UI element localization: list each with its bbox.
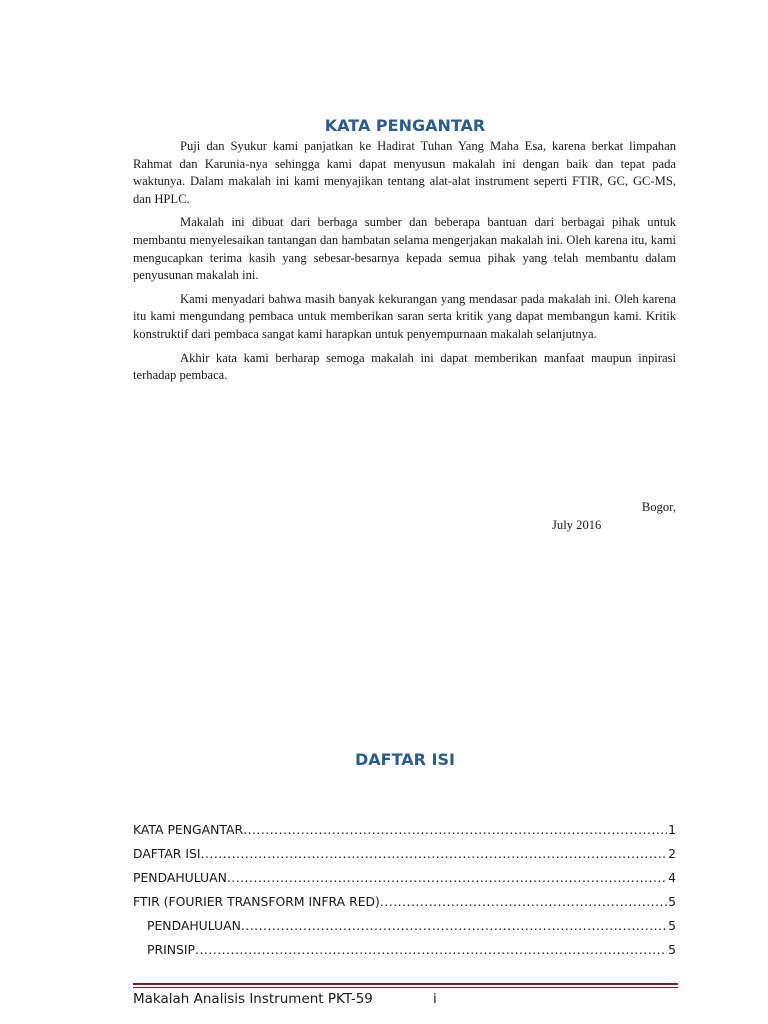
foreword-title: KATA PENGANTAR: [324, 116, 486, 135]
toc-subentry[interactable]: [133, 918, 676, 942]
toc-entry-label: FTIR (FOURIER TRANSFORM INFRA RED): [133, 894, 380, 909]
toc-leader-dots: [380, 894, 667, 909]
toc-entry-page: 1: [668, 822, 676, 837]
toc-entry-label: PENDAHULUAN: [133, 870, 227, 885]
toc-entry[interactable]: [133, 822, 676, 846]
toc-leader-dots: [241, 918, 667, 933]
signature-date: July 2016: [552, 518, 602, 532]
toc-entry-page: 5: [668, 918, 676, 933]
toc-leader-dots: [243, 822, 667, 837]
footer-rule: [133, 987, 678, 988]
foreword-paragraph: Makalah ini dibuat dari berbaga sumber dan beberapa bantuan dari berbagai pihak untuk membantu menyelesaikan tantangan dan hambatan selama mengerjakan makalah ini. Oleh karena itu, kami mengucapkan terima kasih yang sebesar-besarnya kepada semua pihak yang telah membantu dalam penyusunan makalah ini.: [133, 215, 676, 283]
toc-subentry[interactable]: [133, 942, 676, 966]
foreword-body: [133, 138, 676, 391]
toc-entry-label: KATA PENGANTAR: [133, 822, 244, 837]
footer-rule: [133, 983, 678, 985]
toc-entry-page: 5: [668, 942, 676, 957]
signature-city: Bogor,: [641, 500, 676, 514]
toc-title: DAFTAR ISI: [355, 750, 455, 769]
toc-entry[interactable]: [133, 870, 676, 894]
table-of-contents: [133, 822, 676, 966]
toc-leader-dots: [227, 870, 667, 885]
toc-leader-dots: [201, 846, 668, 861]
toc-leader-dots: [195, 942, 667, 957]
toc-entry-label: PRINSIP: [147, 942, 195, 957]
foreword-paragraph: Puji dan Syukur kami panjatkan ke Hadirat Tuhan Yang Maha Esa, karena berkat limpahan Rahmat dan Karunia-nya sehingga kami dapat menyusun makalah ini dengan baik dan tepat pada waktunya. Dalam makalah ini kami menyajikan tentang alat-alat instrument seperti FTIR, GC, GC-MS, dan HPLC.: [133, 139, 676, 206]
toc-entry-page: 4: [668, 870, 676, 885]
toc-entry-label: DAFTAR ISI: [133, 846, 201, 861]
foreword-paragraph: Akhir kata kami berharap semoga makalah ini dapat memberikan manfaat maupun inpirasi terhadap pembaca.: [133, 350, 676, 383]
toc-entry-label: PENDAHULUAN: [147, 918, 241, 933]
toc-entry[interactable]: [133, 846, 676, 870]
footer-text: Makalah Analisis Instrument PKT-59: [133, 991, 373, 1007]
toc-entry-page: 5: [668, 894, 676, 909]
toc-entry[interactable]: [133, 894, 676, 918]
foreword-paragraph: Kami menyadari bahwa masih banyak kekurangan yang mendasar pada makalah ini. Oleh karena itu kami mengundang pembaca untuk memberikan saran serta kritik yang dapat membangun kami. Kritik konstruktif dari pembaca sangat kami harapkan untuk penyempurnaan makalah selanjutnya.: [133, 291, 676, 341]
footer-page-number: i: [433, 991, 437, 1007]
toc-entry-page: 2: [668, 846, 676, 861]
